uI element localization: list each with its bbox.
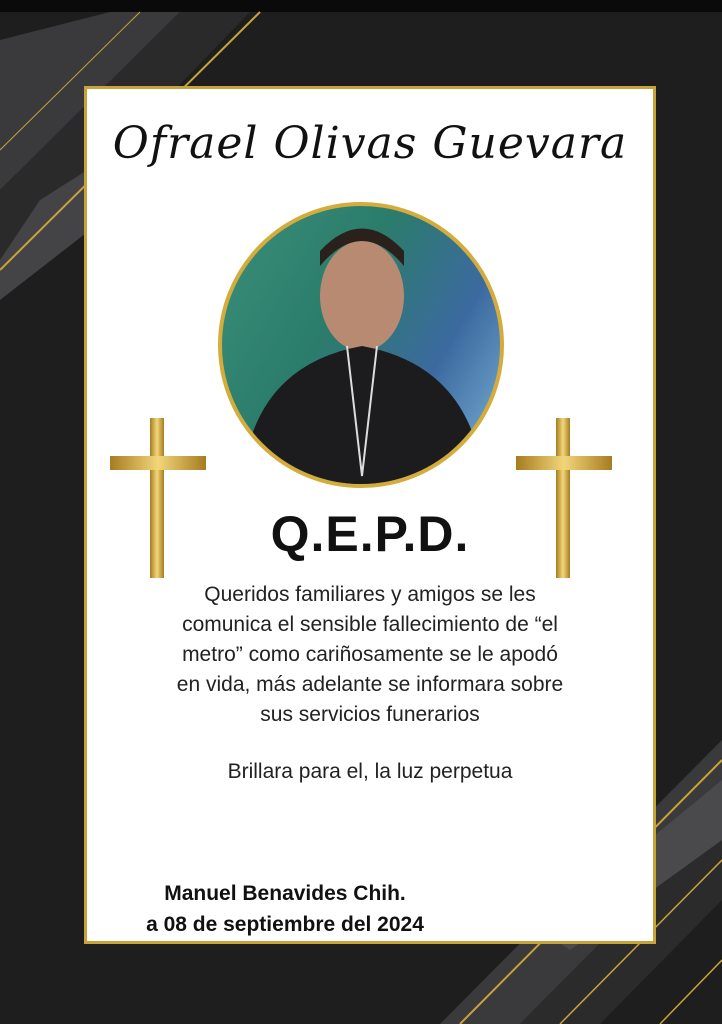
date: a 08 de septiembre del 2024 xyxy=(146,913,424,936)
message-line: sus servicios funerarios xyxy=(260,703,480,726)
message-line: metro” como cariñosamente se le apodó xyxy=(182,643,558,666)
location-date xyxy=(100,878,470,940)
closing-phrase: Brillara para el, la luz perpetua xyxy=(227,760,513,783)
message-line: Queridos familiares y amigos se les xyxy=(204,583,536,606)
portrait-photo xyxy=(218,202,504,488)
qepd-heading: Q.E.P.D. xyxy=(270,506,470,562)
announcement-message xyxy=(130,580,610,730)
deceased-name: Ofrael Olivas Guevara xyxy=(112,118,628,169)
message-line: en vida, más adelante se informara sobre xyxy=(176,673,564,696)
message-line: comunica el sensible fallecimiento de “el xyxy=(182,613,558,636)
location: Manuel Benavides Chih. xyxy=(164,882,406,905)
